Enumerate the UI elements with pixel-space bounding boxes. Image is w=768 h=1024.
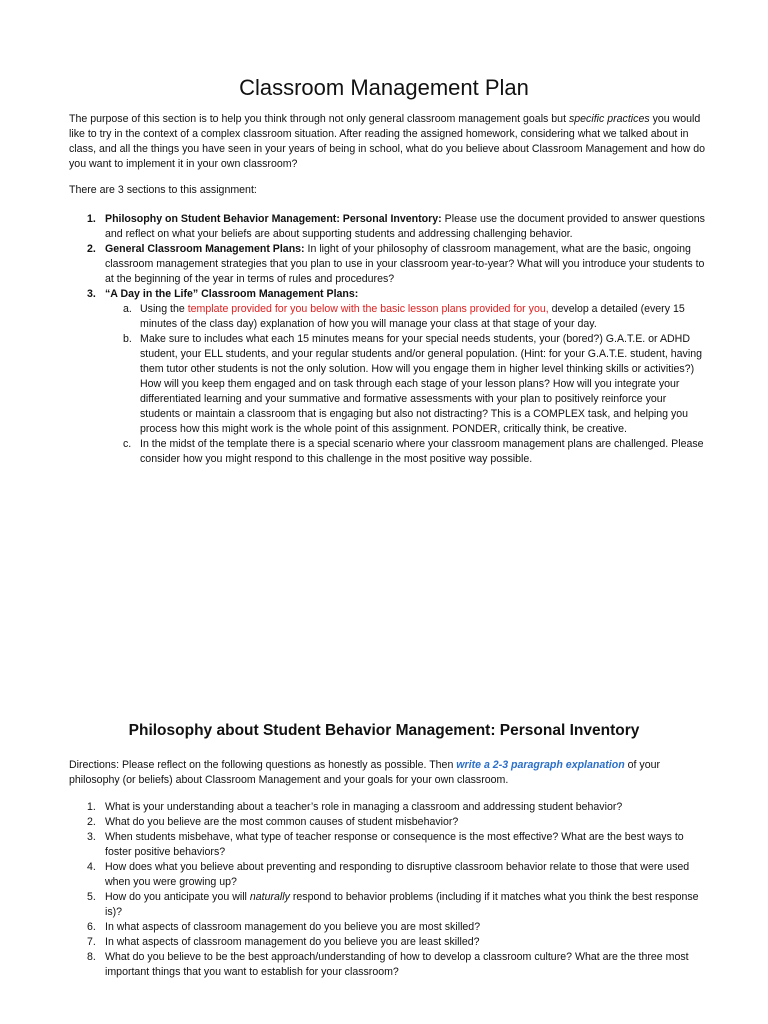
sections-list: [69, 212, 709, 467]
subitem-b: b. Make sure to includes what each 15 minutes means for your special needs students, your (bored?) G.A.T.E. or ADHD student, your ELL students, and your regular students and/or general population. (Hint: for your G.A.T.E. student, having them tutor other students is not the only solution. How will you engage them in higher level thinking skills or activities?) How will you keep them engaged and on task through each stage of your lesson plans? How will you integrate your differentiated learning and your summative and formative assessments with your plan to positively reinforce your students or maintain a classroom that is engaging but also not distracting? This is a COMPLEX task, and helping you process how this might work is the whole point of this assignment. PONDER, critically think, be creative.: [123, 333, 702, 435]
question-item: 4. How does what you believe about preventing and responding to disruptive classroom behavior relate to those that were used when you were growing up?: [87, 861, 690, 888]
directions-paragraph: Directions: Please reflect on the following questions as honestly as possible. Then write a 2-3 paragraph explanation of your philosophy (or beliefs) about Classroom Management and your goals for your own classroom.: [69, 759, 661, 786]
section-item-2: 2. General Classroom Management Plans: In light of your philosophy of classroom management, what are the basic, ongoing classroom management strategies that you plan to use in your classroom year-to-year? What will you introduce your students to at the beginning of the year in terms of rules and procedures?: [87, 243, 705, 285]
question-item: 7. In what aspects of classroom management do you believe you are least skilled?: [87, 936, 480, 948]
question-item: 2. What do you believe are the most common causes of student misbehavior?: [87, 816, 459, 828]
section-heading: “A Day in the Life” Classroom Management Plans:: [105, 288, 359, 300]
sections-intro: There are 3 sections to this assignment:: [69, 184, 257, 196]
questions-list: [69, 800, 709, 980]
intro-emphasis: specific practices: [568, 113, 650, 125]
question-item: 1. What is your understanding about a teacher’s role in managing a classroom and addressing student behavior?: [87, 801, 623, 813]
page-title: Classroom Management Plan: [239, 75, 529, 100]
question-item: 6. In what aspects of classroom management do you believe you are most skilled?: [87, 921, 481, 933]
subitem-c: c. In the midst of the template there is a special scenario where your classroom management plans are challenged. Please consider how you might respond to this challenge in the most positive way possible.: [123, 438, 704, 465]
intro-paragraph: The purpose of this section is to help you think through not only general classroom management goals but specific practices you would like to try in the context of a complex classroom situation. After reading the assigned homework, considering what we talked about in class, and all the things you have seen in your years of being in school, what do you believe about Classroom Management and how do you want to implement it in your own classroom?: [69, 113, 706, 170]
section-item-1: 1. Philosophy on Student Behavior Management: Personal Inventory: Please use the document provided to answer questions and reflect on what your beliefs are about supporting students and addressing challenging behavior.: [87, 213, 705, 240]
question-item: 3. When students misbehave, what type of teacher response or consequence is the most effective? What are the best ways to foster positive behaviors?: [87, 831, 684, 858]
template-highlight: template provided for you below with the basic lesson plans provided for you,: [187, 303, 549, 315]
subitem-a: a. Using the template provided for you below with the basic lesson plans provided for you, develop a detailed (every 15 minutes of the class day) explanation of how you will manage your class at that stage of your day.: [123, 303, 685, 330]
question-item: 8. What do you believe to be the best approach/understanding of how to develop a classroom culture? What are the three most important things that you want to establish for your classroom?: [87, 951, 689, 978]
section-heading: General Classroom Management Plans:: [105, 243, 305, 255]
question-emphasis: naturally: [249, 891, 290, 903]
question-item: 5. How do you anticipate you will naturally respond to behavior problems (including if it matches what you think the best response is)?: [87, 891, 699, 918]
section-heading: Philosophy on Student Behavior Management: Personal Inventory:: [105, 213, 442, 225]
section-3-subitems: [69, 302, 709, 467]
assignment-link[interactable]: write a 2-3 paragraph explanation: [456, 759, 625, 771]
section-item-3: 3. “A Day in the Life” Classroom Management Plans:: [87, 288, 359, 300]
section-2-title: Philosophy about Student Behavior Management: Personal Inventory: [128, 722, 640, 739]
